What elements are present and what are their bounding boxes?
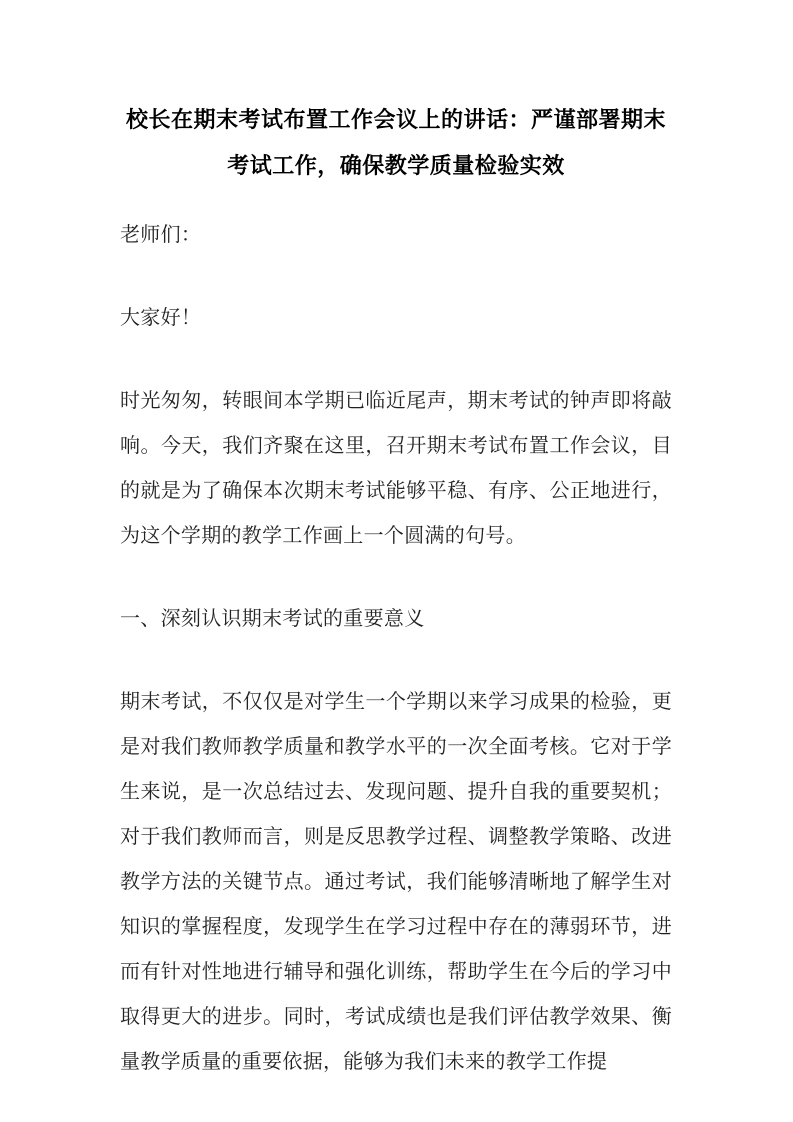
greeting-paragraph: 大家好！ bbox=[120, 307, 202, 329]
salutation-paragraph: 老师们： bbox=[120, 224, 202, 246]
opening-paragraph: 时光匆匆，转眼间本学期已临近尾声，期末考试的钟声即将敲响。今天，我们齐聚在这里，召开期末考试布置工作会议，目的就是为了确保本次期末考试能够平稳、有序、公正地进行，为这个学期的教学工作画上一个圆满的句号。 bbox=[120, 390, 672, 547]
body-paragraph-1: 期末考试，不仅仅是对学生一个学期以来学习成果的检验，更是对我们教师教学质量和教学水平的一次全面考核。它对于学生来说，是一次总结过去、发现问题、提升自我的重要契机；对于我们教师而言，则是反思教学过程、调整教学策略、改进教学方法的关键节点。通过考试，我们能够清晰地了解学生对知识的掌握程度，发现学生在学习过程中存在的薄弱环节，进而有针对性地进行辅导和强化训练，帮助学生在今后的学习中取得更大的进步。同时，考试成绩也是我们评估教学效果、衡量教学质量的重要依据，能够为我们未来的教学工作提 bbox=[120, 691, 672, 1073]
section-heading-1: 一、深刻认识期末考试的重要意义 bbox=[120, 608, 425, 630]
document-title: 校长在期末考试布置工作会议上的讲话：严谨部署期末考试工作，确保教学质量检验实效 bbox=[125, 107, 666, 178]
